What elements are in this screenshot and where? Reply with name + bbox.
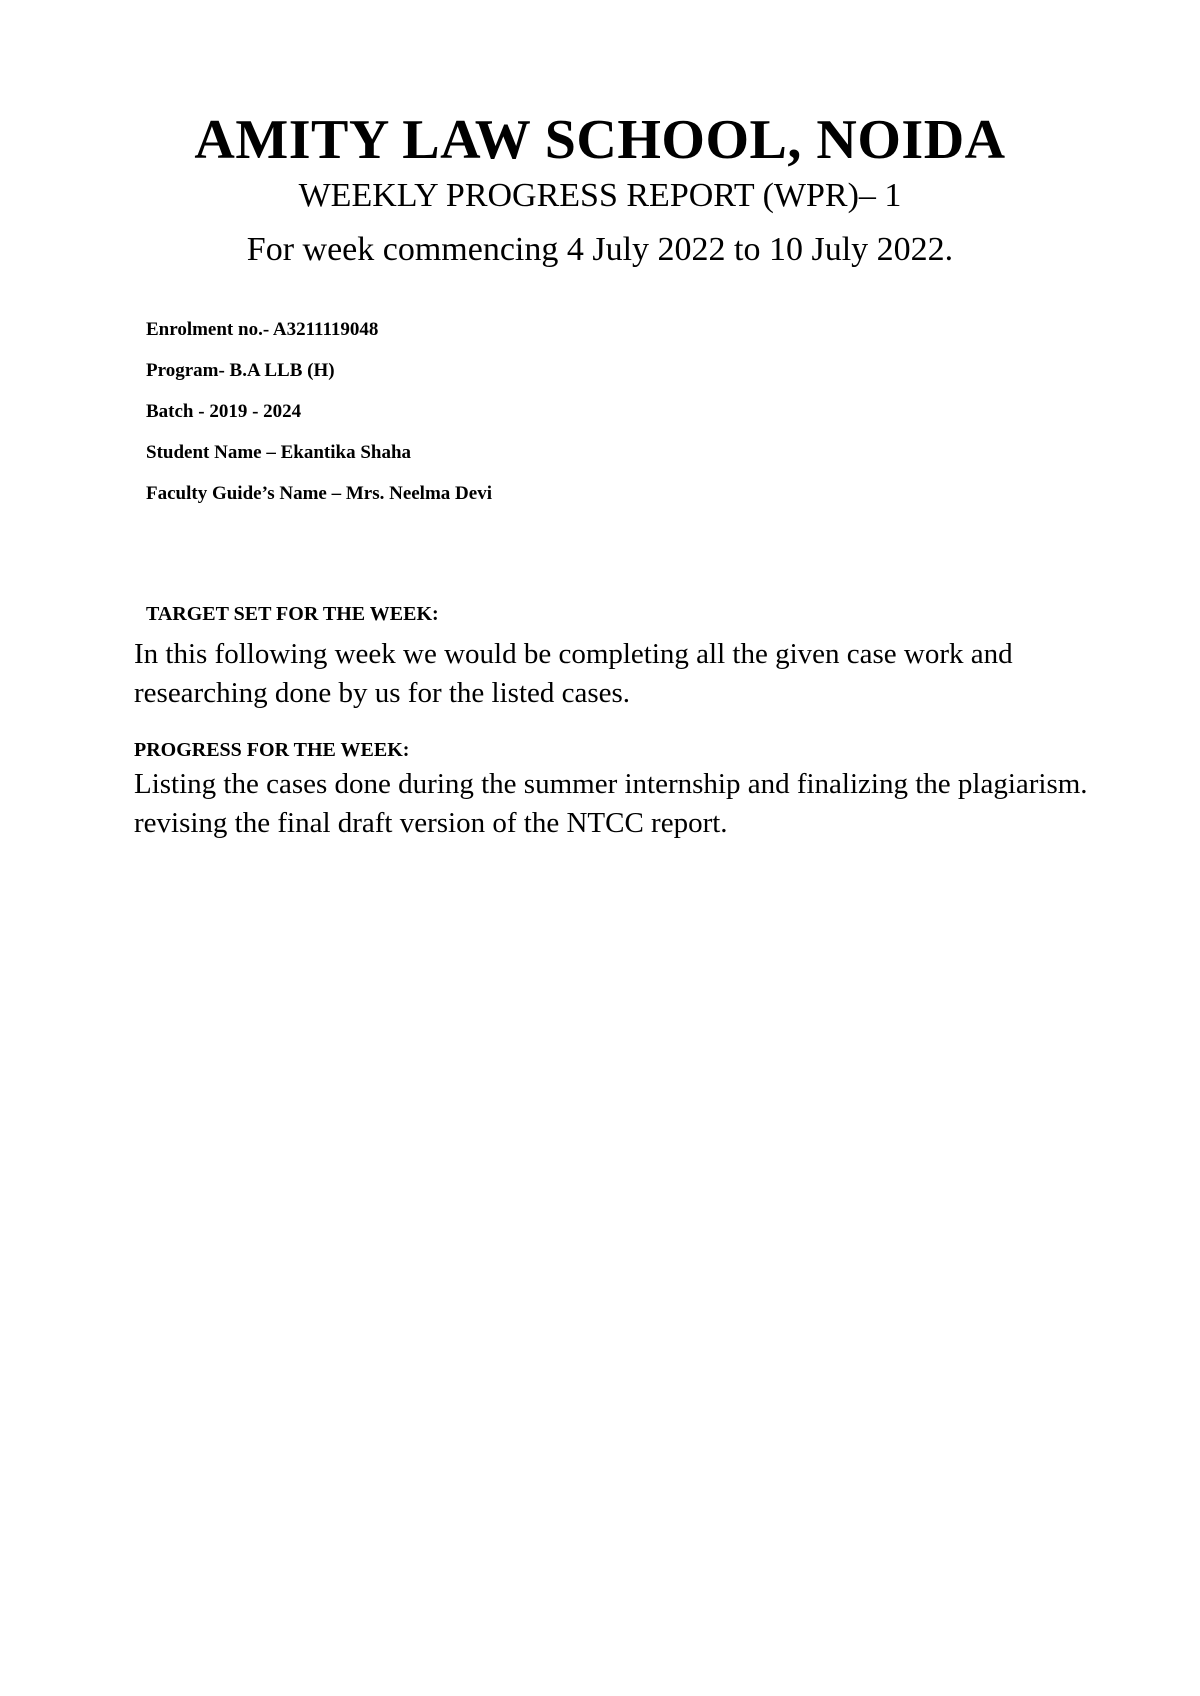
enrolment-number: Enrolment no.- A3211119048 <box>146 319 379 340</box>
target-text: In this following week we would be completing all the given case work and researching done by us for the listed cases. <box>134 638 1013 709</box>
program: Program- B.A LLB (H) <box>146 360 335 381</box>
target-heading: TARGET SET FOR THE WEEK: <box>146 603 439 625</box>
progress-heading: PROGRESS FOR THE WEEK: <box>134 739 410 761</box>
report-title: WEEKLY PROGRESS REPORT (WPR)– 1 <box>298 177 902 214</box>
student-details <box>146 318 492 523</box>
institution-title: AMITY LAW SCHOOL, NOIDA <box>194 109 1006 171</box>
faculty-guide-name: Faculty Guide’s Name – Mrs. Neelma Devi <box>146 483 492 504</box>
progress-text: Listing the cases done during the summer internship and finalizing the plagiarism. revising the final draft version of the NTCC report. <box>134 768 1088 839</box>
batch: Batch - 2019 - 2024 <box>146 401 302 422</box>
week-range: For week commencing 4 July 2022 to 10 July 2022. <box>246 231 954 268</box>
student-name: Student Name – Ekantika Shaha <box>146 442 412 463</box>
